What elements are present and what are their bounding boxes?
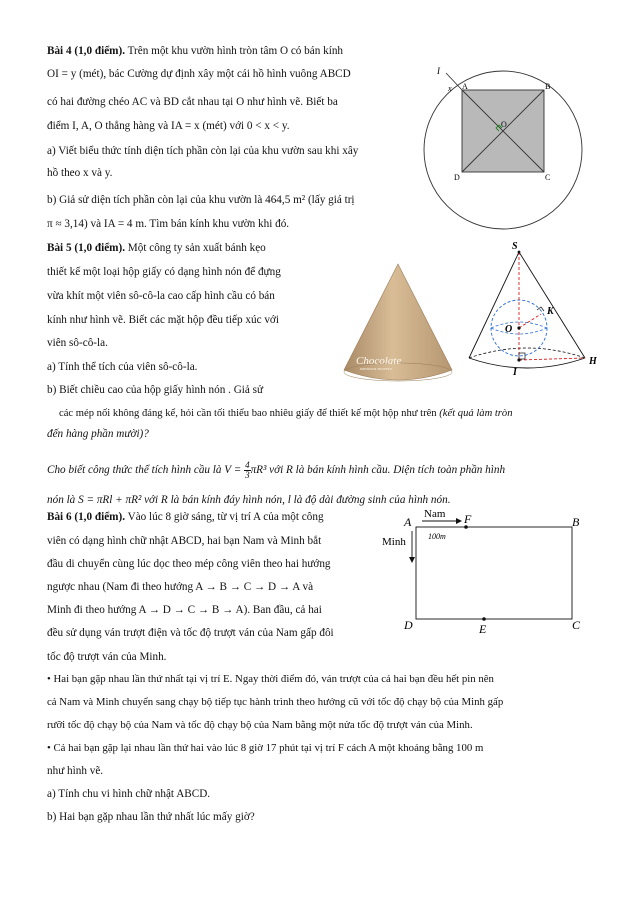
bai4-part-a-2: hồ theo x và y. bbox=[47, 167, 113, 179]
label-distance: 100m bbox=[428, 532, 446, 541]
cone-base-back bbox=[469, 348, 585, 358]
bai6-bullet-1b: cả Nam và Minh chuyển sang chạy bộ tiếp tục hành trình theo hướng cũ với tốc độ chạy bộ của Minh gấp bbox=[47, 696, 504, 708]
cone-label: Chocolate bbox=[356, 355, 402, 367]
label-k: K bbox=[547, 306, 554, 317]
bai4-line-2: OI = y (mét), bác Cường dự định xây một cái hồ hình vuông ABCD bbox=[47, 68, 351, 80]
radius-ok bbox=[519, 314, 541, 328]
bai4-figure bbox=[420, 60, 600, 230]
bai6-line-1: Bài 6 (1,0 điểm). Vào lúc 8 giờ sáng, từ vị trí A của một công bbox=[47, 511, 324, 523]
nam-arrow-head bbox=[456, 518, 462, 524]
point-i bbox=[517, 358, 520, 361]
label-d: D bbox=[404, 618, 413, 632]
bai6-line-2: viên có dạng hình chữ nhật ABCD, hai bạn Nam và Minh bắt bbox=[47, 535, 322, 547]
bai5-part-b-2: các mép nối không đáng kể, hỏi cần tối thiểu bao nhiêu giấy để thiết kế một hộp như trên (kết quả làm tròn bbox=[59, 408, 513, 419]
minh-arrow-head bbox=[409, 557, 415, 563]
cone-base-front bbox=[469, 358, 585, 368]
bai6-line-3: đầu di chuyển cùng lúc dọc theo mép công viên theo hai hướng bbox=[47, 558, 331, 570]
radius-ih bbox=[519, 358, 585, 360]
point-e bbox=[482, 617, 486, 621]
label-x: x bbox=[448, 84, 452, 93]
label-o: O bbox=[505, 324, 513, 335]
bai6-line-6: đều sử dụng ván trượt điện và tốc độ trượt ván của Nam gấp đôi bbox=[47, 627, 334, 639]
bai6-figure bbox=[380, 505, 600, 640]
bai4-part-b-1: b) Giả sử diện tích phần còn lại của khu vườn là 464,5 m² (lấy giá trị bbox=[47, 194, 355, 206]
cone-right-slant bbox=[519, 252, 585, 358]
bai5-part-b-1: b) Biết chiều cao của hộp giấy hình nón . Giả sử bbox=[47, 384, 264, 396]
label-b: B bbox=[572, 515, 580, 529]
bai6-line-4: ngược nhau (Nam đi theo hướng A → B → C → D → A và bbox=[47, 581, 314, 593]
point-o bbox=[517, 326, 520, 329]
cone-left-slant bbox=[469, 252, 519, 358]
bai6-line-5: Minh đi theo hướng A → D → C → B → A). Ban đầu, cả hai bbox=[47, 604, 322, 616]
label-o: O bbox=[501, 120, 507, 129]
label-i: I bbox=[437, 66, 440, 76]
bai6-bullet-2b: như hình vẽ. bbox=[47, 765, 104, 777]
point-s bbox=[518, 251, 521, 254]
bai4-part-a-1: a) Viết biểu thức tính diện tích phần còn lại của khu vườn sau khi xây bbox=[47, 145, 359, 157]
bai5-line-1: Bài 5 (1,0 điểm). Một công ty sản xuất bánh kẹo bbox=[47, 242, 266, 254]
label-nam: Nam bbox=[424, 508, 446, 520]
label-s: S bbox=[512, 241, 518, 252]
bai5-formula-1: Cho biết công thức thể tích hình cầu là V = $\frac{4}{3}$ πR³ với R là bán kính hình cầu. Diện tích toàn phần hình bbox=[47, 459, 506, 480]
chocolate-cone-image bbox=[340, 262, 460, 392]
label-minh: Minh bbox=[382, 536, 406, 548]
bai6-part-b: b) Hai bạn gặp nhau lần thứ nhất lúc mấy giờ? bbox=[47, 811, 255, 823]
bai5-line-3: vừa khít một viên sô-cô-la cao cấp hình cầu có bán bbox=[47, 290, 275, 302]
label-c: C bbox=[572, 618, 581, 632]
bai5-line-2: thiết kế một loại hộp giấy có dạng hình nón để đựng bbox=[47, 266, 281, 278]
bai6-line-7: tốc độ trượt ván của Minh. bbox=[47, 651, 167, 663]
label-a: A bbox=[462, 82, 468, 91]
bai5-line-4: kính như hình vẽ. Biết các mặt hộp đều tiếp xúc với bbox=[47, 314, 279, 326]
bai5-part-b-3: đến hàng phần mười)? bbox=[47, 428, 149, 440]
bai4-line-1: Bài 4 (1,0 điểm). Trên một khu vườn hình tròn tâm O có bán kính bbox=[47, 45, 344, 57]
label-b: B bbox=[545, 82, 551, 91]
bai5-formula-2: nón là S = πRl + πR² với R là bán kính đáy hình nón, l là độ dài đường sinh của hình nón. bbox=[47, 494, 451, 506]
bai6-bullet-2a: • Cả hai bạn gặp lại nhau lần thứ hai vào lúc 8 giờ 17 phút tại vị trí F cách A một khoảng bằng 100 m bbox=[47, 742, 484, 754]
bai5-line-5: viên sô-cô-la. bbox=[47, 337, 108, 349]
bai4-part-b-2: π ≈ 3,14) và IA = 4 m. Tìm bán kính khu vườn khi đó. bbox=[47, 218, 290, 230]
label-i: I bbox=[513, 367, 517, 378]
cone-sublabel: PREMIUM TRUFFLE bbox=[360, 367, 393, 371]
bai4-line-3: có hai đường chéo AC và BD cắt nhau tại O như hình vẽ. Biết ba bbox=[47, 96, 338, 108]
bai5-figure bbox=[455, 240, 615, 380]
label-h: H bbox=[589, 356, 597, 367]
bai6-bullet-1a: • Hai bạn gặp nhau lần thứ nhất tại vị trí E. Ngay thời điểm đó, ván trượt của cả hai bạn đều hết pin nên bbox=[47, 673, 494, 685]
label-e: E bbox=[479, 622, 487, 636]
label-f: F bbox=[464, 512, 472, 526]
label-d: D bbox=[454, 173, 460, 182]
bai5-part-a: a) Tính thể tích của viên sô-cô-la. bbox=[47, 361, 198, 373]
bai5-title: Bài 5 (1,0 điểm). bbox=[47, 242, 125, 254]
bai4-line-4: điểm I, A, O thẳng hàng và IA = x (mét) với 0 < x < y. bbox=[47, 120, 290, 132]
bai6-part-a: a) Tính chu vi hình chữ nhật ABCD. bbox=[47, 788, 211, 800]
label-a: A bbox=[404, 515, 412, 529]
bai6-title: Bài 6 (1,0 điểm). bbox=[47, 511, 125, 523]
label-c: C bbox=[545, 173, 551, 182]
bai4-title: Bài 4 (1,0 điểm). bbox=[47, 45, 125, 57]
bai6-bullet-1c: rưỡi tốc độ chạy bộ của Nam và tốc độ chạy bộ của Nam bằng một nửa tốc độ trượt ván của Minh. bbox=[47, 719, 473, 731]
